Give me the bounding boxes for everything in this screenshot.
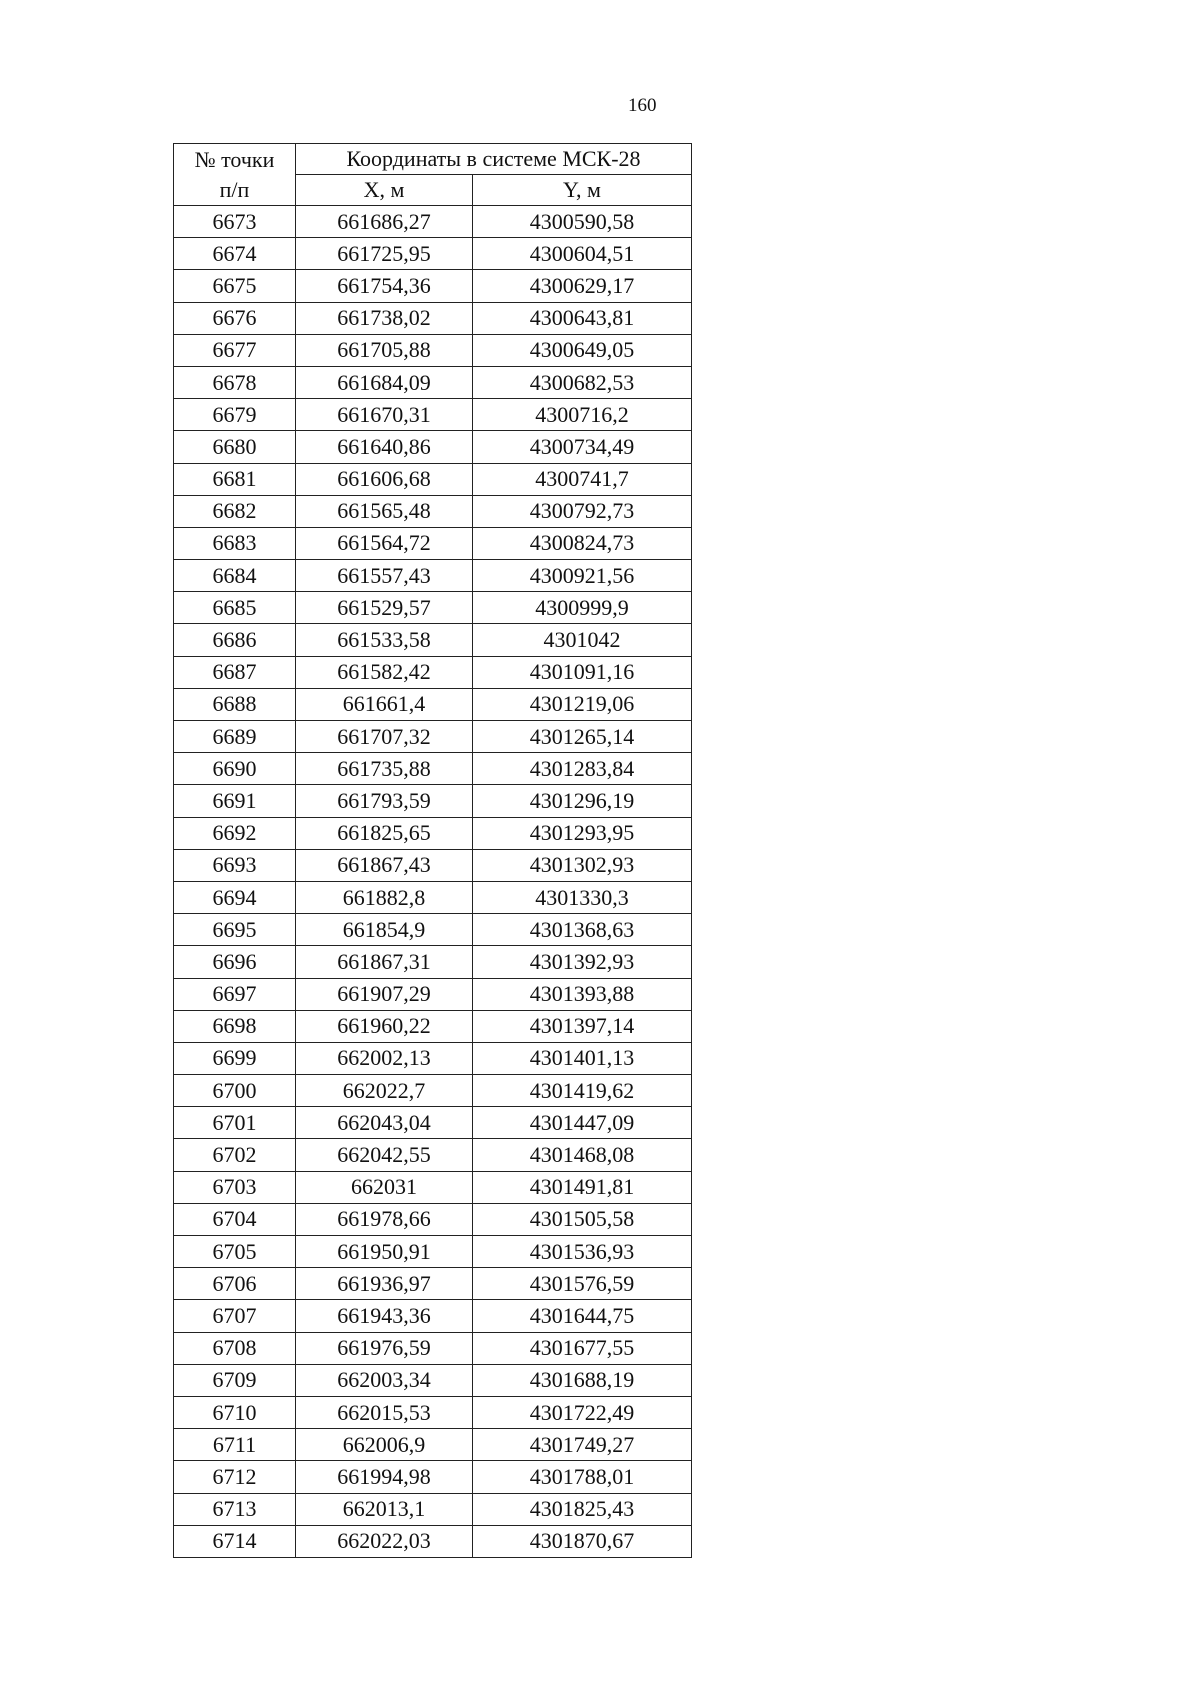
table-row	[174, 753, 692, 785]
y-coordinate-cell: 4301330,3	[473, 881, 692, 913]
x-coordinate-cell: 661661,4	[296, 688, 473, 720]
table-row	[174, 1236, 692, 1268]
x-coordinate-cell: 661705,88	[296, 334, 473, 366]
y-coordinate-cell: 4301265,14	[473, 721, 692, 753]
table-row	[174, 1042, 692, 1074]
table-row	[174, 817, 692, 849]
table-row	[174, 688, 692, 720]
table-row	[174, 463, 692, 495]
x-coordinate-cell: 661943,36	[296, 1300, 473, 1332]
x-coordinate-cell: 662015,53	[296, 1396, 473, 1428]
table-header	[174, 144, 692, 206]
table-row	[174, 849, 692, 881]
table-row	[174, 1171, 692, 1203]
y-coordinate-cell: 4301576,59	[473, 1268, 692, 1300]
x-coordinate-cell: 662002,13	[296, 1042, 473, 1074]
point-number-cell: 6690	[174, 753, 296, 785]
x-coordinate-cell: 661582,42	[296, 656, 473, 688]
y-coordinate-cell: 4301644,75	[473, 1300, 692, 1332]
y-coordinate-cell: 4301505,58	[473, 1203, 692, 1235]
point-number-cell: 6673	[174, 206, 296, 238]
point-number-header-line1: № точки	[194, 146, 275, 172]
y-coordinate-cell: 4300741,7	[473, 463, 692, 495]
point-number-cell: 6676	[174, 302, 296, 334]
table-row	[174, 656, 692, 688]
table-row	[174, 1075, 692, 1107]
y-coordinate-cell: 4301447,09	[473, 1107, 692, 1139]
table-row	[174, 1268, 692, 1300]
point-number-cell: 6683	[174, 527, 296, 559]
point-number-cell: 6699	[174, 1042, 296, 1074]
page-number: 160	[628, 95, 657, 116]
table-row	[174, 1203, 692, 1235]
point-number-cell: 6705	[174, 1236, 296, 1268]
point-number-cell: 6711	[174, 1429, 296, 1461]
x-coordinate-cell: 661707,32	[296, 721, 473, 753]
x-coordinate-cell: 662043,04	[296, 1107, 473, 1139]
x-coordinate-cell: 661854,9	[296, 914, 473, 946]
table-row	[174, 238, 692, 270]
table-row	[174, 206, 692, 238]
y-coordinate-cell: 4301219,06	[473, 688, 692, 720]
y-coordinate-cell: 4300734,49	[473, 431, 692, 463]
x-column-header: X, м	[296, 175, 473, 206]
point-number-cell: 6675	[174, 270, 296, 302]
table-row	[174, 1429, 692, 1461]
x-coordinate-cell: 661533,58	[296, 624, 473, 656]
y-coordinate-cell: 4301293,95	[473, 817, 692, 849]
y-coordinate-cell: 4301749,27	[473, 1429, 692, 1461]
y-coordinate-cell: 4301722,49	[473, 1396, 692, 1428]
x-coordinate-cell: 661738,02	[296, 302, 473, 334]
x-coordinate-cell: 661994,98	[296, 1461, 473, 1493]
x-coordinate-cell: 661978,66	[296, 1203, 473, 1235]
point-number-header-line2: п/п	[219, 176, 250, 202]
x-coordinate-cell: 662022,7	[296, 1075, 473, 1107]
y-coordinate-cell: 4301283,84	[473, 753, 692, 785]
y-coordinate-cell: 4300649,05	[473, 334, 692, 366]
y-column-header: Y, м	[473, 175, 692, 206]
y-coordinate-cell: 4300590,58	[473, 206, 692, 238]
table-body	[174, 206, 692, 1558]
point-number-cell: 6710	[174, 1396, 296, 1428]
y-coordinate-cell: 4301468,08	[473, 1139, 692, 1171]
x-coordinate-cell: 662013,1	[296, 1493, 473, 1525]
table-row	[174, 560, 692, 592]
y-coordinate-cell: 4300999,9	[473, 592, 692, 624]
x-coordinate-cell: 661640,86	[296, 431, 473, 463]
x-coordinate-cell: 661529,57	[296, 592, 473, 624]
table-row	[174, 1010, 692, 1042]
x-coordinate-cell: 661735,88	[296, 753, 473, 785]
y-coordinate-cell: 4300921,56	[473, 560, 692, 592]
x-coordinate-cell: 662003,34	[296, 1364, 473, 1396]
point-number-cell: 6714	[174, 1525, 296, 1557]
table-row	[174, 399, 692, 431]
point-number-cell: 6698	[174, 1010, 296, 1042]
point-number-cell: 6695	[174, 914, 296, 946]
point-number-cell: 6694	[174, 881, 296, 913]
table-row	[174, 592, 692, 624]
x-coordinate-cell: 661557,43	[296, 560, 473, 592]
table-row	[174, 1107, 692, 1139]
y-coordinate-cell: 4301397,14	[473, 1010, 692, 1042]
x-coordinate-cell: 662022,03	[296, 1525, 473, 1557]
point-number-cell: 6704	[174, 1203, 296, 1235]
x-coordinate-cell: 661867,43	[296, 849, 473, 881]
y-coordinate-cell: 4301392,93	[473, 946, 692, 978]
x-coordinate-cell: 661754,36	[296, 270, 473, 302]
point-number-cell: 6691	[174, 785, 296, 817]
table-row	[174, 366, 692, 398]
y-coordinate-cell: 4301688,19	[473, 1364, 692, 1396]
point-number-cell: 6684	[174, 560, 296, 592]
table-row	[174, 1493, 692, 1525]
table-row	[174, 624, 692, 656]
point-number-cell: 6693	[174, 849, 296, 881]
y-coordinate-cell: 4300643,81	[473, 302, 692, 334]
y-coordinate-cell: 4300824,73	[473, 527, 692, 559]
y-coordinate-cell: 4301393,88	[473, 978, 692, 1010]
table-row	[174, 881, 692, 913]
table-row	[174, 1525, 692, 1557]
y-coordinate-cell: 4301401,13	[473, 1042, 692, 1074]
table-row	[174, 495, 692, 527]
y-coordinate-cell: 4301825,43	[473, 1493, 692, 1525]
x-coordinate-cell: 661684,09	[296, 366, 473, 398]
point-number-cell: 6709	[174, 1364, 296, 1396]
point-number-cell: 6679	[174, 399, 296, 431]
point-number-cell: 6696	[174, 946, 296, 978]
table-row	[174, 270, 692, 302]
point-number-cell: 6692	[174, 817, 296, 849]
point-number-cell: 6706	[174, 1268, 296, 1300]
x-coordinate-cell: 662031	[296, 1171, 473, 1203]
y-coordinate-cell: 4300682,53	[473, 366, 692, 398]
y-coordinate-cell: 4301491,81	[473, 1171, 692, 1203]
x-coordinate-cell: 661950,91	[296, 1236, 473, 1268]
x-coordinate-cell: 661793,59	[296, 785, 473, 817]
table-row	[174, 785, 692, 817]
x-coordinate-cell: 661907,29	[296, 978, 473, 1010]
y-coordinate-cell: 4300792,73	[473, 495, 692, 527]
table-row	[174, 1139, 692, 1171]
point-number-header	[174, 144, 296, 206]
x-coordinate-cell: 662006,9	[296, 1429, 473, 1461]
y-coordinate-cell: 4300604,51	[473, 238, 692, 270]
point-number-cell: 6702	[174, 1139, 296, 1171]
table-row	[174, 431, 692, 463]
y-coordinate-cell: 4301419,62	[473, 1075, 692, 1107]
x-coordinate-cell: 661825,65	[296, 817, 473, 849]
table-row	[174, 527, 692, 559]
table-row	[174, 1332, 692, 1364]
point-number-cell: 6680	[174, 431, 296, 463]
y-coordinate-cell: 4301536,93	[473, 1236, 692, 1268]
x-coordinate-cell: 661867,31	[296, 946, 473, 978]
point-number-cell: 6713	[174, 1493, 296, 1525]
table-row	[174, 914, 692, 946]
point-number-cell: 6700	[174, 1075, 296, 1107]
point-number-cell: 6689	[174, 721, 296, 753]
table-row	[174, 302, 692, 334]
x-coordinate-cell: 661686,27	[296, 206, 473, 238]
point-number-cell: 6712	[174, 1461, 296, 1493]
coordinates-table	[173, 143, 692, 1558]
table-row	[174, 721, 692, 753]
x-coordinate-cell: 661670,31	[296, 399, 473, 431]
y-coordinate-cell: 4300716,2	[473, 399, 692, 431]
y-coordinate-cell: 4301368,63	[473, 914, 692, 946]
point-number-cell: 6681	[174, 463, 296, 495]
y-coordinate-cell: 4300629,17	[473, 270, 692, 302]
x-coordinate-cell: 661564,72	[296, 527, 473, 559]
x-coordinate-cell: 661960,22	[296, 1010, 473, 1042]
y-coordinate-cell: 4301870,67	[473, 1525, 692, 1557]
table-row	[174, 1300, 692, 1332]
y-coordinate-cell: 4301091,16	[473, 656, 692, 688]
table-row	[174, 1364, 692, 1396]
coordinates-header: Координаты в системе МСК-28	[296, 144, 692, 175]
point-number-cell: 6708	[174, 1332, 296, 1364]
y-coordinate-cell: 4301042	[473, 624, 692, 656]
y-coordinate-cell: 4301296,19	[473, 785, 692, 817]
y-coordinate-cell: 4301302,93	[473, 849, 692, 881]
x-coordinate-cell: 661606,68	[296, 463, 473, 495]
x-coordinate-cell: 661976,59	[296, 1332, 473, 1364]
point-number-cell: 6688	[174, 688, 296, 720]
point-number-cell: 6707	[174, 1300, 296, 1332]
x-coordinate-cell: 661725,95	[296, 238, 473, 270]
y-coordinate-cell: 4301677,55	[473, 1332, 692, 1364]
x-coordinate-cell: 661565,48	[296, 495, 473, 527]
table-row	[174, 334, 692, 366]
point-number-cell: 6701	[174, 1107, 296, 1139]
point-number-cell: 6677	[174, 334, 296, 366]
point-number-cell: 6703	[174, 1171, 296, 1203]
table-row	[174, 978, 692, 1010]
point-number-cell: 6674	[174, 238, 296, 270]
point-number-cell: 6687	[174, 656, 296, 688]
table-row	[174, 1396, 692, 1428]
point-number-cell: 6678	[174, 366, 296, 398]
x-coordinate-cell: 661882,8	[296, 881, 473, 913]
point-number-cell: 6682	[174, 495, 296, 527]
table-row	[174, 1461, 692, 1493]
point-number-cell: 6697	[174, 978, 296, 1010]
point-number-cell: 6686	[174, 624, 296, 656]
x-coordinate-cell: 661936,97	[296, 1268, 473, 1300]
table-row	[174, 946, 692, 978]
x-coordinate-cell: 662042,55	[296, 1139, 473, 1171]
y-coordinate-cell: 4301788,01	[473, 1461, 692, 1493]
point-number-cell: 6685	[174, 592, 296, 624]
